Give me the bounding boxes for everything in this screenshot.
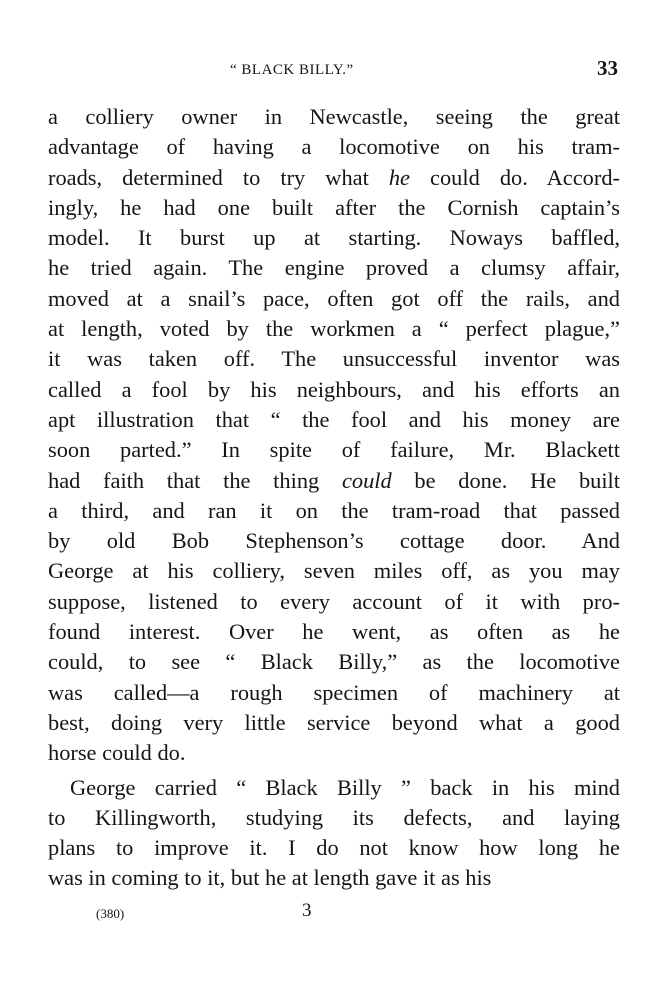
text-line: was called—a rough specimen of machinery at: [48, 679, 620, 705]
text-line: George carried “ Black Billy ” back in his mind: [70, 774, 620, 800]
italic-word: he: [388, 164, 410, 190]
text-line: called a fool by his neighbours, and his efforts an: [48, 376, 620, 402]
text-line: roads, determined to try what he could do. Accord-: [48, 164, 620, 190]
page-footer: [48, 900, 620, 926]
signature-letter: 3: [302, 900, 312, 921]
text-line: advantage of having a locomotive on his tram-: [48, 134, 620, 160]
text-line: ingly, he had one built after the Cornish captain’s: [48, 194, 620, 220]
text-line: moved at a snail’s pace, often got off the rails, and: [48, 285, 620, 311]
text-line: could, to see “ Black Billy,” as the locomotive: [48, 649, 620, 675]
text-line: at length, voted by the workmen a “ perfect plague,”: [48, 316, 620, 342]
text-line: George at his colliery, seven miles off, as you may: [48, 558, 620, 584]
text-line: had faith that the thing could be done. He built: [48, 467, 620, 493]
text-line: was in coming to it, but he at length gave it as his: [48, 865, 492, 891]
printer-signature-mark: (380): [96, 906, 125, 921]
text-line: suppose, listened to every account of it with pro-: [48, 588, 620, 614]
text-line: apt illustration that “ the fool and his money are: [48, 406, 620, 432]
text-line: soon parted.” In spite of failure, Mr. Blackett: [48, 437, 620, 463]
text-line: found interest. Over he went, as often as he: [48, 619, 620, 645]
text-line: plans to improve it. I do not know how long he: [48, 835, 620, 861]
text-line: best, doing very little service beyond what a good: [48, 709, 620, 735]
text-line: it was taken off. The unsuccessful inventor was: [48, 346, 620, 372]
text-line: model. It burst up at starting. Noways baffled,: [48, 225, 620, 251]
running-title: “ BLACK BILLY.”: [230, 62, 354, 78]
italic-word: could: [341, 467, 392, 493]
text-line: horse could do.: [48, 740, 186, 766]
body-text: [48, 102, 620, 894]
text-line: a colliery owner in Newcastle, seeing the great: [48, 104, 620, 129]
page-number: 33: [597, 56, 618, 80]
paragraph: [48, 773, 620, 894]
paragraph: [48, 102, 620, 769]
text-line: to Killingworth, studying its defects, and laying: [48, 804, 620, 830]
text-line: a third, and ran it on the tram-road that passed: [48, 497, 620, 523]
text-line: by old Bob Stephenson’s cottage door. And: [48, 528, 620, 554]
text-line: he tried again. The engine proved a clumsy affair,: [48, 255, 620, 281]
running-head: [48, 56, 618, 86]
